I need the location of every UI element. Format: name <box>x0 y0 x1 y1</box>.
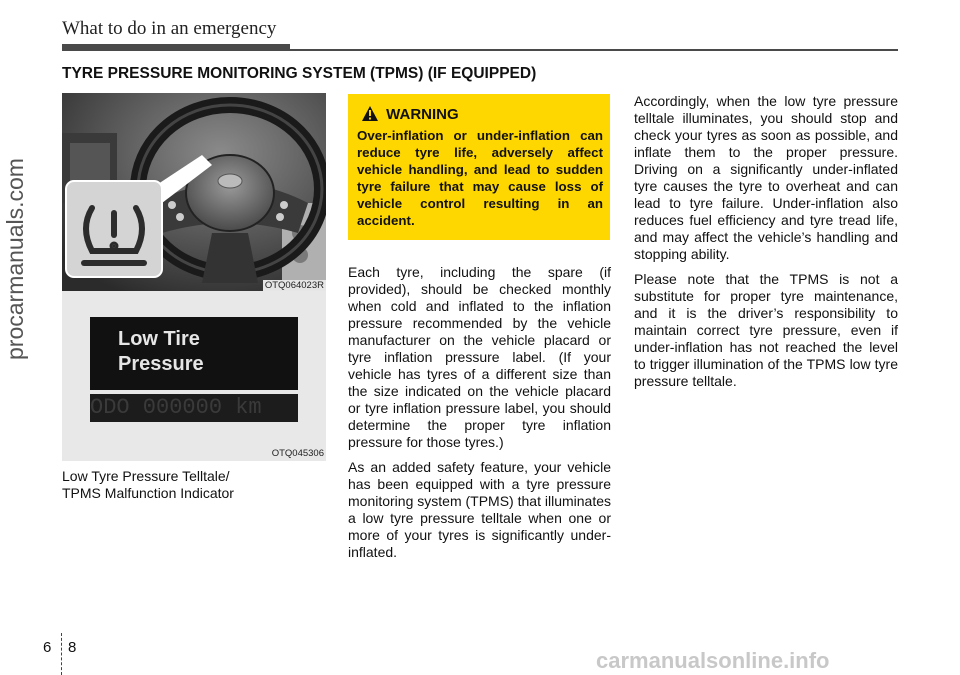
figure-code: OTQ064023R <box>264 280 324 291</box>
lcd-line-2: Pressure <box>118 353 204 375</box>
paragraph: Please note that the TPMS is not a substitute for proper tyre maintenance, and it is the driver’s responsibility to maintain correct tyre pressure, even if under-inflation has not reached the level to trigger illumination of the TPMS low tyre pressure telltale. <box>634 271 898 389</box>
warning-title: WARNING <box>386 106 459 123</box>
paragraph: Each tyre, including the spare (if provided), should be checked monthly when cold and inflated to the inflation pressure recommended by the vehicle manufacturer on the vehicle placard or tyre inflation pressure label. (If your vehicle has tyres of a different size than the size indicated on the vehicle placard or tyre inflation pressure label, you should determine the proper tyre inflation pressure for those tyres.) <box>348 264 611 450</box>
header-rule <box>62 49 898 51</box>
page-number: 8 <box>68 639 77 656</box>
body-column-middle <box>348 264 611 569</box>
footer-divider <box>61 633 63 675</box>
body-column-right <box>634 93 898 398</box>
lcd-display-figure <box>62 291 326 461</box>
figure-code: OTQ045306 <box>271 448 324 459</box>
paragraph: Accordingly, when the low tyre pressure telltale illuminates, you should stop and check your tyres as soon as possible, and inflate them to the proper pressure. Driving on a significantly under-inflated tyre causes the tyre to overheat and can lead to tyre failure. Under-inflation also reduces fuel efficiency and tyre tread life, and may affect the vehicle’s handling and stopping ability. <box>634 93 898 262</box>
steering-wheel-illustration <box>62 93 326 291</box>
paragraph: As an added safety feature, your vehicle has been equipped with a tyre pressure monitoring system (TPMS) that illuminates a low tyre pressure telltale when one or more of your tyres is significantly under-inflated. <box>348 459 611 560</box>
side-watermark: procarmanuals.com <box>2 158 28 360</box>
chapter-number: 6 <box>43 639 52 656</box>
warning-triangle-icon <box>362 106 378 121</box>
section-title: TYRE PRESSURE MONITORING SYSTEM (TPMS) (IF EQUIPPED) <box>62 65 537 82</box>
chapter-title: What to do in an emergency <box>62 18 277 39</box>
lcd-line-1: Low Tire <box>118 328 200 350</box>
lcd-message <box>118 327 204 377</box>
warning-text: Over-inflation or under-inflation can reduce tyre life, adversely affect vehicle handling, and lead to sudden tyre failure that may cause loss of vehicle control resulting in an accident. <box>357 128 603 228</box>
figure-caption: Low Tyre Pressure Telltale/ TPMS Malfunction Indicator <box>62 468 234 501</box>
warning-heading <box>362 106 459 123</box>
steering-wheel-figure <box>62 93 326 291</box>
odometer-readout: ODO 000000 km <box>90 394 298 422</box>
warning-box <box>348 94 610 240</box>
bottom-watermark: carmanualsonline.info <box>596 648 830 673</box>
